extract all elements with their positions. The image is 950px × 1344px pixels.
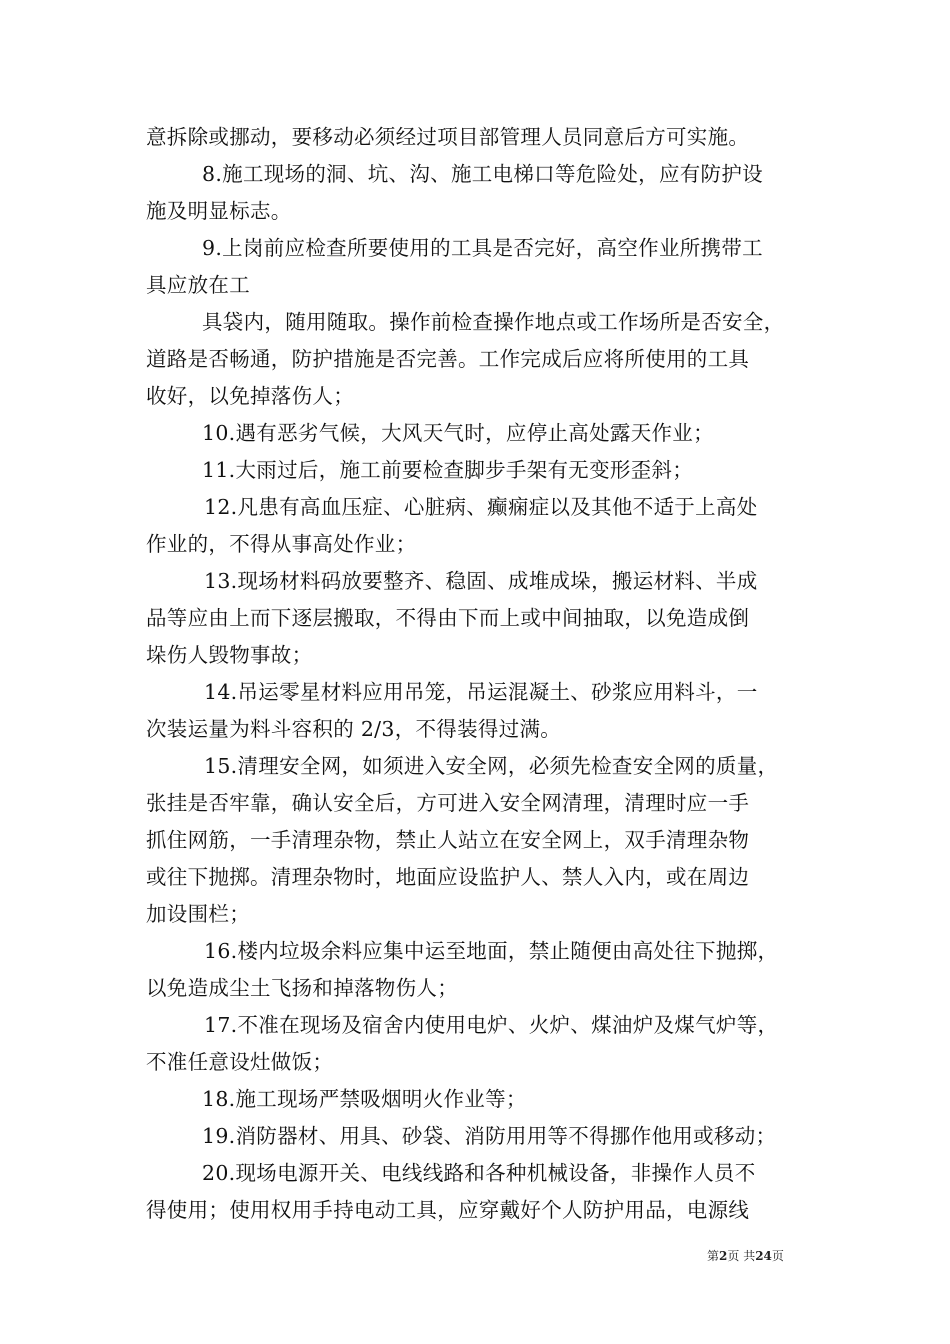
- text-line: 13.现场材料码放要整齐、稳固、成堆成垛，搬运材料、半成: [204, 569, 758, 593]
- text-line: 加设围栏；: [146, 902, 250, 926]
- text-line: 11.大雨过后，施工前要检查脚步手架有无变形歪斜；: [202, 458, 694, 482]
- text-line: 收好，以免掉落伤人；: [146, 384, 354, 408]
- text-line: 具袋内，随用随取。操作前检查操作地点或工作场所是否安全，: [202, 310, 785, 334]
- text-line: 17.不准在现场及宿舍内使用电炉、火炉、煤油炉及煤气炉等，: [204, 1013, 779, 1037]
- text-line: 垛伤人毁物事故；: [146, 643, 313, 667]
- text-line: 道路是否畅通，防护措施是否完善。工作完成后应将所使用的工具: [146, 347, 750, 371]
- text-line: 8.施工现场的洞、坑、沟、施工电梯口等危险处，应有防护设: [202, 162, 763, 186]
- footer-middle: 页 共: [727, 1249, 756, 1263]
- text-line: 10.遇有恶劣气候，大风天气时，应停止高处露天作业；: [202, 421, 714, 445]
- text-line: 抓住网筋，一手清理杂物，禁止人站立在安全网上，双手清理杂物: [146, 828, 750, 852]
- text-line: 19.消防器材、用具、砂袋、消防用用等不得挪作他用或移动；: [202, 1124, 777, 1148]
- footer-total-pages: 24: [755, 1249, 772, 1263]
- text-line: 9.上岗前应检查所要使用的工具是否完好，高空作业所携带工: [202, 236, 763, 260]
- text-line: 以免造成尘土飞扬和掉落物伤人；: [146, 976, 458, 1000]
- text-line: 次装运量为料斗容积的 2/3，不得装得过满。: [146, 717, 562, 741]
- page-footer: [707, 1247, 784, 1264]
- footer-prefix: 第: [707, 1249, 720, 1263]
- text-line: 14.吊运零星材料应用吊笼，吊运混凝土、砂浆应用料斗，一: [204, 680, 758, 704]
- text-line: 品等应由上而下逐层搬取，不得由下而上或中间抽取，以免造成倒: [146, 606, 750, 630]
- text-line: 或往下抛掷。清理杂物时，地面应设监护人、禁人入内，或在周边: [146, 865, 750, 889]
- text-line: 意拆除或挪动，要移动必须经过项目部管理人员同意后方可实施。: [146, 125, 750, 149]
- text-line: 20.现场电源开关、电线线路和各种机械设备，非操作人员不: [202, 1161, 756, 1185]
- document-body: [146, 119, 806, 1229]
- text-line: 16.楼内垃圾余料应集中运至地面，禁止随便由高处往下抛掷，: [204, 939, 779, 963]
- footer-suffix: 页: [771, 1249, 784, 1263]
- text-line: 具应放在工: [146, 273, 250, 297]
- text-line: 不准任意设灶做饭；: [146, 1050, 334, 1074]
- footer-page-number: 2: [719, 1249, 728, 1263]
- text-line: 12.凡患有高血压症、心脏病、癫痫症以及其他不适于上高处: [204, 495, 758, 519]
- text-line: 得使用；使用权用手持电动工具，应穿戴好个人防护用品，电源线: [146, 1198, 750, 1222]
- text-line: 张挂是否牢靠，确认安全后，方可进入安全网清理，清理时应一手: [146, 791, 750, 815]
- text-line: 15.清理安全网，如须进入安全网，必须先检查安全网的质量，: [204, 754, 779, 778]
- text-line: 作业的，不得从事高处作业；: [146, 532, 417, 556]
- text-line: 施及明显标志。: [146, 199, 292, 223]
- text-line: 18.施工现场严禁吸烟明火作业等；: [202, 1087, 527, 1111]
